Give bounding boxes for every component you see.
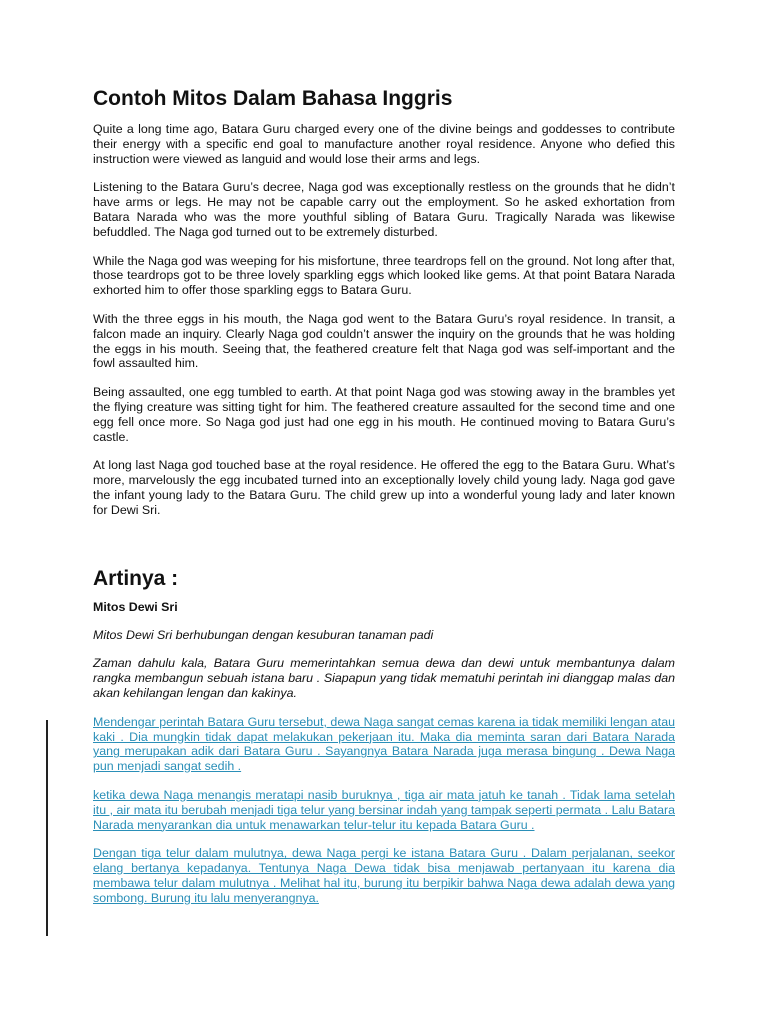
link-paragraph-2[interactable]: ketika dewa Naga menangis meratapi nasib buruknya , tiga air mata jatuh ke tanah . Tidak lama setelah itu , air mata itu berubah menjadi tiga telur yang bersinar indah yang tampak seperti permata . Lalu Batara Narada menyarankan dia untuk menawarkan telur-telur itu kepada Batara Guru . bbox=[93, 787, 675, 832]
document-content bbox=[93, 86, 675, 905]
english-paragraph-1: Quite a long time ago, Batara Guru charged every one of the divine beings and goddesses to contribute their energy with a specific end goal to manufacture another royal residence. Anyone who defied this instruction were viewed as languid and would lose their arms and legs. bbox=[93, 122, 675, 166]
english-paragraph-3: While the Naga god was weeping for his misfortune, three teardrops fell on the ground. Not long after that, those teardrops got to be three lovely sparkling eggs which looked like gems. At that point Batara Narada exhorted him to offer those sparkling eggs to Batara Guru. bbox=[93, 253, 675, 298]
change-bar bbox=[46, 720, 48, 936]
link-paragraph-3[interactable]: Dengan tiga telur dalam mulutnya, dewa Naga pergi ke istana Batara Guru . Dalam perjalanan, seekor elang bertanya kepadanya. Tentunya Naga Dewa tidak bisa menjawab pertanyaan itu karena dia membawa telur dalam mulutnya . Melihat hal itu, burung itu berpikir bahwa Naga dewa adalah dewa yang sombong. Burung itu lalu menyerangnya. bbox=[93, 846, 675, 905]
section-label: Mitos Dewi Sri bbox=[93, 599, 178, 614]
italic-paragraph-1: Mitos Dewi Sri berhubungan dengan kesuburan tanaman padi bbox=[93, 627, 434, 642]
english-paragraph-2: Listening to the Batara Guru’s decree, Naga god was exceptionally restless on the grounds that he didn’t have arms or legs. He may not be capable carry out the employment. So he asked exhortation from Batara Narada who was the more youthful sibling of Batara Guru. Tragically Narada was likewise befuddled. The Naga god turned out to be extremely disturbed. bbox=[93, 180, 675, 239]
section-spacer bbox=[93, 518, 675, 566]
english-paragraph-4: With the three eggs in his mouth, the Naga god went to the Batara Guru’s royal residence. In transit, a falcon made an inquiry. Clearly Naga god couldn’t answer the inquiry on the grounds that he was holding the eggs in his mouth. Seeing that, the feathered creature felt that Naga god was self-important and the fowl assaulted him. bbox=[93, 311, 675, 371]
document-title: Contoh Mitos Dalam Bahasa Inggris bbox=[93, 87, 453, 110]
link-paragraph-1[interactable]: Mendengar perintah Batara Guru tersebut, dewa Naga sangat cemas karena ia tidak memiliki lengan atau kaki . Dia mungkin tidak dapat melakukan pekerjaan itu. Maka dia meminta saran dari Batara Narada yang merupakan adik dari Batara Guru . Sayangnya Batara Narada juga merasa bingung . Dewa Naga pun menjadi sangat sedih . bbox=[93, 714, 675, 774]
section-subtitle: Artinya : bbox=[93, 566, 179, 590]
english-paragraph-6: At long last Naga god touched base at the royal residence. He offered the egg to the Batara Guru. What’s more, marvelously the egg incubated turned into an exceptionally lovely child young lady. Naga god gave the infant young lady to the Batara Guru. The child grew up into a wonderful young lady and later known for Dewi Sri. bbox=[93, 458, 675, 517]
italic-paragraph-2: Zaman dahulu kala, Batara Guru memerintahkan semua dewa dan dewi untuk membantunya dalam rangka membangun sebuah istana baru . Siapapun yang tidak mematuhi perintah ini dianggap malas dan akan kehilangan lengan dan kakinya. bbox=[93, 656, 675, 700]
english-paragraph-5: Being assaulted, one egg tumbled to earth. At that point Naga god was stowing away in the brambles yet the flying creature was sitting tight for him. The feathered creature assaulted for the second time and one egg fell once more. So Naga god just had one egg in his mouth. He continued moving to Batara Guru’s castle. bbox=[93, 385, 675, 444]
